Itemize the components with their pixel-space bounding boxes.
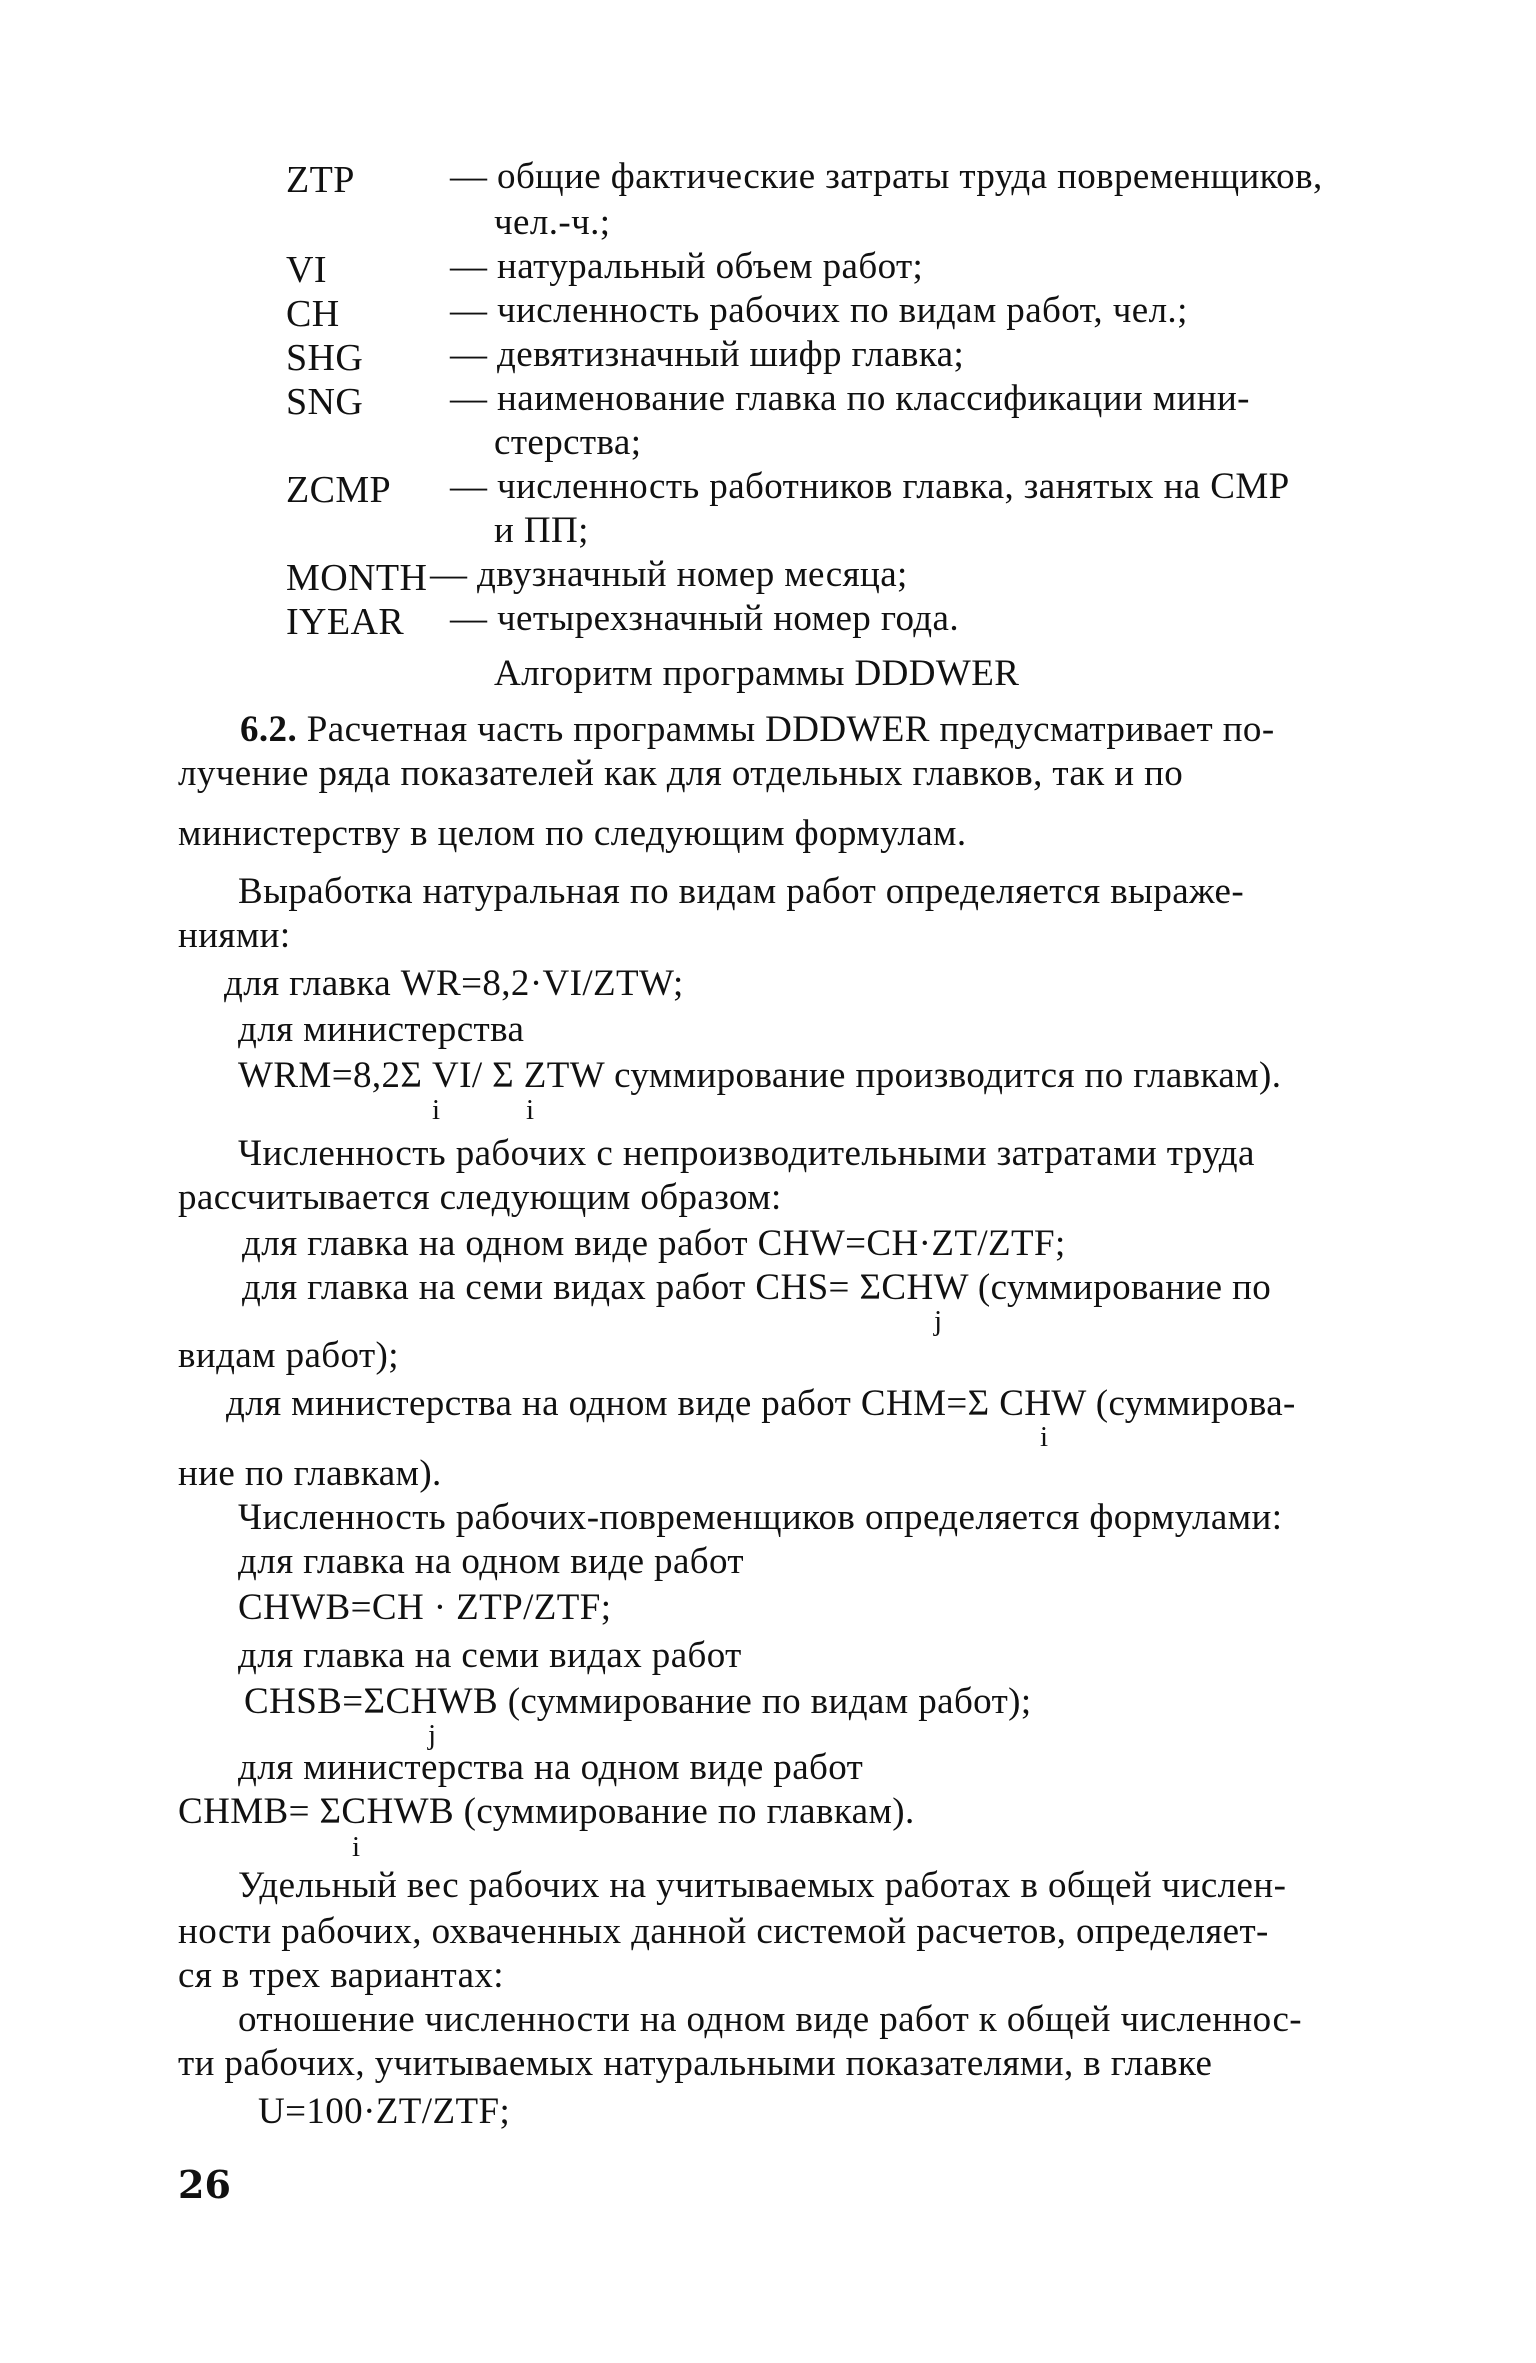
def-desc: — девятизначный шифр главка; — [450, 334, 965, 375]
formula-line: для главка на одном виде работ — [238, 1541, 744, 1582]
def-term: MONTH — [286, 557, 428, 599]
def-desc: — численность работников главка, занятых на СМР — [450, 466, 1290, 507]
def-desc: — двузначный номер месяца; — [430, 554, 908, 595]
paragraph-line: ниями: — [178, 915, 291, 956]
formula-line: U=100·ZT/ZTF; — [258, 2091, 511, 2132]
paragraph-line: рассчитывается следующим образом: — [178, 1177, 782, 1218]
page-number: 26 — [178, 2162, 231, 2207]
def-term: SNG — [286, 381, 364, 423]
formula-subscript: j — [934, 1305, 943, 1337]
def-desc-cont: и ПП; — [494, 510, 589, 551]
formula-line: CHMB= ΣCHWB (суммирование по главкам). — [178, 1791, 915, 1832]
def-term: ZCMP — [286, 469, 392, 511]
section-heading: Алгоритм программы DDDWER — [494, 653, 1020, 694]
paragraph-number: 6.2. — [240, 709, 298, 750]
paragraph-line — [240, 708, 1275, 752]
def-desc: — численность рабочих по видам работ, чел.; — [450, 290, 1188, 331]
formula-line: для главка на семи видах работ CHS= ΣCHW (суммирование по — [242, 1267, 1272, 1308]
def-term: CH — [286, 293, 340, 335]
formula-line: для министерства на одном виде работ CHM=Σ CHW (суммирова- — [226, 1383, 1296, 1424]
paragraph-line: Удельный вес рабочих на учитываемых работах в общей числен- — [238, 1865, 1287, 1906]
formula-line: для главка на одном виде работ CHW=CH·ZT/ZTF; — [242, 1223, 1066, 1264]
def-desc-cont: чел.-ч.; — [494, 202, 611, 243]
def-desc: — натуральный объем работ; — [450, 246, 924, 287]
paragraph-line: отношение численности на одном виде работ к общей численнос- — [238, 1999, 1302, 2040]
def-term: ZTP — [286, 159, 355, 201]
paragraph-line: Численность рабочих с непроизводительными затратами труда — [238, 1133, 1255, 1174]
paragraph-text: Расчетная часть программы DDDWER предусматривает по- — [306, 709, 1275, 750]
def-desc: — общие фактические затраты труда повременщиков, — [450, 156, 1323, 197]
formula-line: ние по главкам). — [178, 1453, 442, 1494]
formula-line: для главка WR=8,2·VI/ZTW; — [224, 963, 684, 1004]
def-desc-cont: стерства; — [494, 422, 642, 463]
formula-subscript: j — [428, 1719, 437, 1751]
formula-line: для министерства на одном виде работ — [238, 1747, 864, 1788]
def-desc: — наименование главка по классификации мини- — [450, 378, 1250, 419]
formula-line: CHWB=CH · ZTP/ZTF; — [238, 1587, 612, 1628]
def-desc: — четырехзначный номер года. — [450, 598, 960, 639]
paragraph-line: лучение ряда показателей как для отдельных главков, так и по — [178, 753, 1184, 794]
formula-line: для главка на семи видах работ — [238, 1635, 742, 1676]
def-term: VI — [286, 249, 327, 291]
formula-subscript: i — [1040, 1421, 1049, 1453]
formula-line: CHSB=ΣCHWB (суммирование по видам работ); — [244, 1681, 1032, 1722]
paragraph-line: министерству в целом по следующим формулам. — [178, 813, 967, 854]
formula-line: для министерства — [238, 1009, 525, 1050]
paragraph-line: ности рабочих, охваченных данной системой расчетов, определяет- — [178, 1911, 1269, 1952]
formula-line: WRM=8,2Σ VI/ Σ ZTW суммирование производится по главкам). — [238, 1055, 1282, 1096]
paragraph-line: Выработка натуральная по видам работ определяется выраже- — [238, 871, 1245, 912]
formula-subscript: i — [352, 1831, 361, 1863]
formula-subscript: i — [526, 1094, 535, 1126]
paragraph-line: Численность рабочих-повременщиков определяется формулами: — [238, 1497, 1283, 1538]
def-term: IYEAR — [286, 601, 405, 643]
paragraph-line: ся в трех вариантах: — [178, 1955, 504, 1996]
def-term: SHG — [286, 337, 364, 379]
paragraph-line: ти рабочих, учитываемых натуральными показателями, в главке — [178, 2043, 1213, 2084]
formula-subscript: i — [432, 1094, 441, 1126]
formula-line: видам работ); — [178, 1335, 399, 1376]
